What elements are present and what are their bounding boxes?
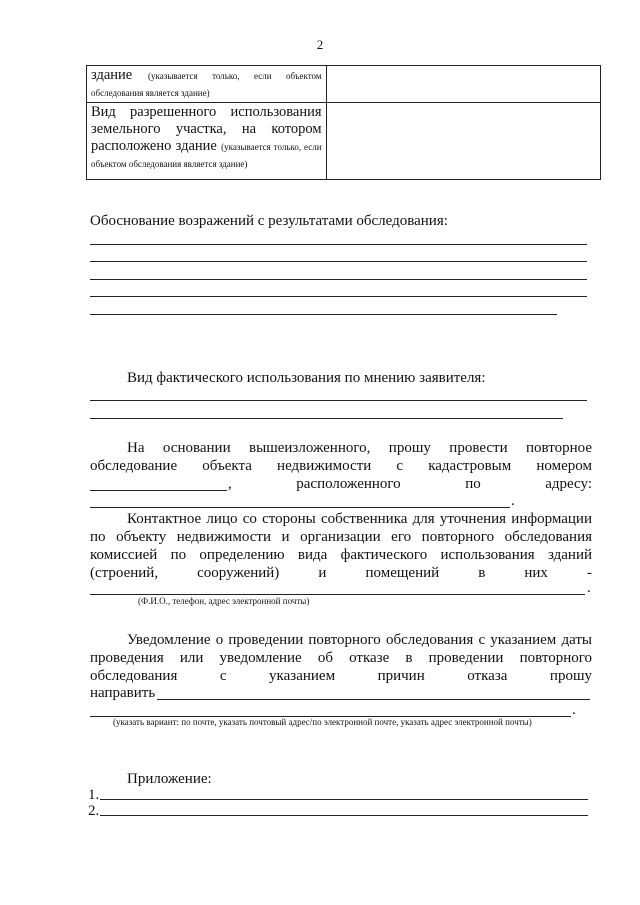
address-field[interactable] [90,507,510,508]
table-row [87,103,601,180]
label-main: здание [91,67,133,83]
notification-line-3: обследования с указанием причин отказа прошу [90,668,592,684]
row-value-land-use[interactable] [326,103,600,180]
actual-use-line[interactable] [90,418,563,419]
justification-line[interactable] [90,296,587,297]
contact-line-1: Контактное лицо со стороны собственника для уточнения информации [127,511,592,527]
request-line-2: обследование объекта недвижимости с кадастровым номером [90,458,592,474]
contact-caption: (Ф.И.О., телефон, адрес электронной почты) [138,596,310,606]
notification-line-1: Уведомление о проведении повторного обследования с указанием даты [127,632,592,648]
attachment-item-1-field[interactable] [100,799,588,800]
row-label-building [87,66,327,103]
row-value-building[interactable] [326,66,600,103]
justification-line[interactable] [90,279,587,280]
label-note: (указывается только, если объектом обследования является здание) [91,71,322,98]
attachment-heading: Приложение: [127,771,212,787]
attachment-item-2-number: 2. [88,803,100,819]
cadastral-number-field[interactable] [90,490,227,491]
notification-period: . [572,702,576,718]
label-note: (указывается только, если объектом обследования является здание) [91,142,322,169]
request-line-1: На основании вышеизложенного, прошу провести повторное [127,440,592,456]
justification-line[interactable] [90,261,587,262]
justification-line[interactable] [90,314,557,315]
actual-use-line[interactable] [90,400,587,401]
row-label-land-use [87,103,327,180]
contact-period: . [587,580,591,596]
attachment-item-2-field[interactable] [100,815,588,816]
notification-line-4: направить [90,685,156,701]
request-line-3: , расположенного по адресу: [228,476,592,492]
contact-person-field[interactable] [90,594,585,595]
notification-caption: (указать вариант: по почте, указать почтовый адрес/по электронной почте, указать адрес электронной почты) [113,717,532,727]
label-main: Вид разрешенного использования земельного участка, на котором расположено здание [91,104,322,154]
object-info-table [86,65,601,180]
send-method-field[interactable] [157,699,590,700]
notification-line-2: проведения или уведомление об отказе в проведении повторного [90,650,592,666]
table-row [87,66,601,103]
contact-line-4: (строений, сооружений) и помещений в них - [90,565,592,581]
request-period: . [511,493,515,509]
page-number: 2 [316,37,324,52]
justification-heading: Обоснование возражений с результатами обследования: [90,213,448,229]
attachment-item-1-number: 1. [88,787,100,803]
contact-line-3: комиссией по определению вида фактического использования зданий [90,547,592,563]
justification-line[interactable] [90,244,587,245]
actual-use-heading: Вид фактического использования по мнению заявителя: [127,370,486,386]
contact-line-2: по объекту недвижимости и организации его повторного обследования [90,529,592,545]
